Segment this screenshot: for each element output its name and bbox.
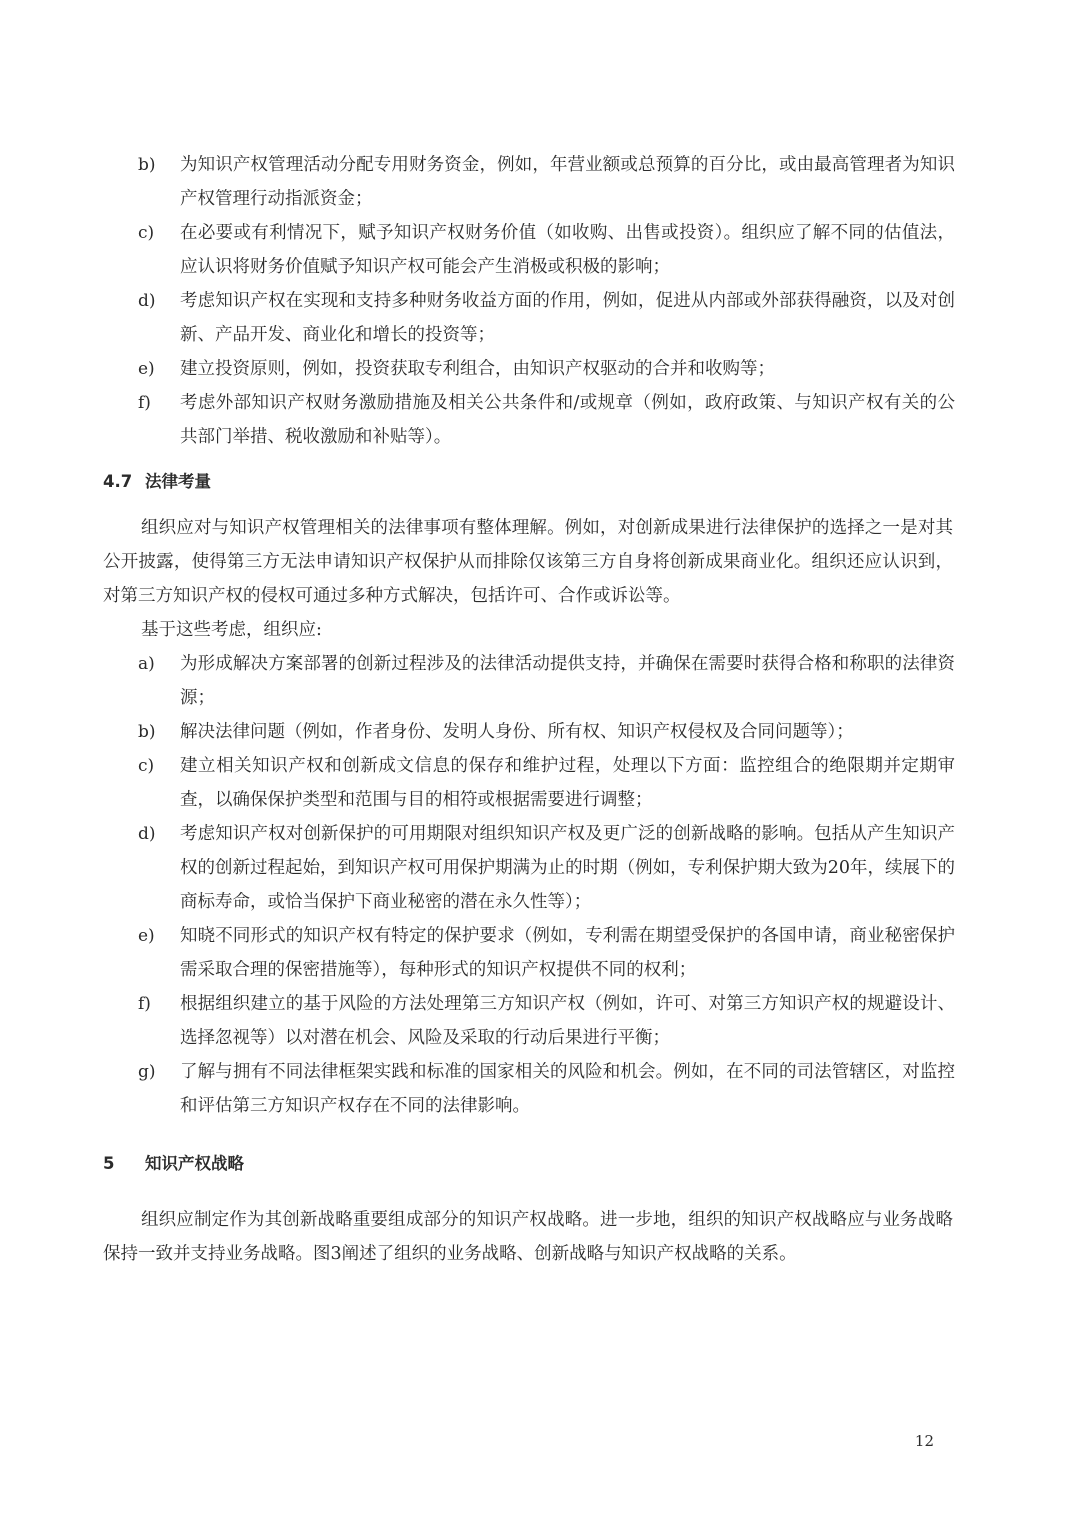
list-marker: e) <box>138 359 155 379</box>
section-title: 知识产权战略 <box>145 1154 244 1173</box>
list-marker: f) <box>138 994 151 1014</box>
section-title: 法律考量 <box>145 472 211 491</box>
legal-item-e <box>138 919 958 987</box>
legal-item-d <box>138 817 958 919</box>
list-item-text: 为知识产权管理活动分配专用财务资金，例如，年营业额或总预算的百分比，或由最高管理者为知识产权管理行动指派资金； <box>180 155 955 209</box>
section-number: 4.7 <box>103 472 133 491</box>
list-item-text: 知晓不同形式的知识产权有特定的保护要求（例如，专利需在期望受保护的各国申请，商业秘密保护需采取合理的保密措施等），每种形式的知识产权提供不同的权利； <box>180 926 955 980</box>
list-marker: b) <box>138 722 156 742</box>
section-heading-4-7 <box>103 468 211 496</box>
list-item-f <box>138 386 958 454</box>
legal-item-a <box>138 647 958 715</box>
list-marker: d) <box>138 824 156 844</box>
legal-item-c <box>138 749 958 817</box>
list-marker: f) <box>138 393 151 413</box>
list-item-text: 根据组织建立的基于风险的方法处理第三方知识产权（例如，许可、对第三方知识产权的规避设计、选择忽视等）以对潜在机会、风险及采取的行动后果进行平衡； <box>180 994 955 1048</box>
list-item-c <box>138 216 958 284</box>
list-item-text: 考虑知识产权对创新保护的可用期限对组织知识产权及更广泛的创新战略的影响。包括从产生知识产权的创新过程起始，到知识产权可用保护期满为止的时期（例如，专利保护期大致为20年，续展下的商标寿命，或恰当保护下商业秘密的潜在永久性等）； <box>180 824 955 912</box>
list-item-text: 了解与拥有不同法律框架实践和标准的国家相关的风险和机会。例如，在不同的司法管辖区，对监控和评估第三方知识产权存在不同的法律影响。 <box>180 1062 955 1116</box>
list-marker: b) <box>138 155 156 175</box>
list-marker: d) <box>138 291 156 311</box>
legal-item-f <box>138 987 958 1055</box>
list-item-text: 解决法律问题（例如，作者身份、发明人身份、所有权、知识产权侵权及合同问题等）； <box>180 722 854 742</box>
list-marker: e) <box>138 926 155 946</box>
list-item-text: 建立相关知识产权和创新成文信息的保存和维护过程，处理以下方面：监控组合的绝限期并定期审查，以确保保护类型和范围与目的相符或根据需要进行调整； <box>180 756 955 810</box>
list-item-text: 考虑知识产权在实现和支持多种财务收益方面的作用，例如，促进从内部或外部获得融资，以及对创新、产品开发、商业化和增长的投资等； <box>180 291 955 345</box>
list-marker: c) <box>138 223 155 243</box>
section-5-paragraph: 组织应制定作为其创新战略重要组成部分的知识产权战略。进一步地，组织的知识产权战略应与业务战略保持一致并支持业务战略。图3阐述了组织的业务战略、创新战略与知识产权战略的关系。 <box>103 1210 953 1264</box>
section-4-7-lead: 基于这些考虑，组织应: <box>141 620 322 640</box>
legal-item-b <box>138 715 958 749</box>
page-number: 12 <box>914 1432 934 1450</box>
list-marker: c) <box>138 756 155 776</box>
list-marker: g) <box>138 1062 156 1082</box>
list-item-b <box>138 148 958 216</box>
legal-item-g <box>138 1055 958 1123</box>
section-number: 5 <box>103 1154 115 1173</box>
section-heading-5 <box>103 1150 244 1178</box>
list-item-text: 建立投资原则，例如，投资获取专利组合，由知识产权驱动的合并和收购等； <box>180 359 775 379</box>
list-item-e <box>138 352 958 386</box>
list-item-text: 为形成解决方案部署的创新过程涉及的法律活动提供支持，并确保在需要时获得合格和称职的法律资源； <box>180 654 955 708</box>
list-item-text: 在必要或有利情况下，赋予知识产权财务价值（如收购、出售或投资）。组织应了解不同的估值法，应认识将财务价值赋予知识产权可能会产生消极或积极的影响； <box>180 223 955 277</box>
list-item-text: 考虑外部知识产权财务激励措施及相关公共条件和/或规章（例如，政府政策、与知识产权有关的公共部门举措、税收激励和补贴等）。 <box>180 393 955 447</box>
list-item-d <box>138 284 958 352</box>
list-marker: a) <box>138 654 155 674</box>
section-4-7-paragraph: 组织应对与知识产权管理相关的法律事项有整体理解。例如，对创新成果进行法律保护的选择之一是对其公开披露，使得第三方无法申请知识产权保护从而排除仅该第三方自身将创新成果商业化。组织还应认识到，对第三方知识产权的侵权可通过多种方式解决，包括许可、合作或诉讼等。 <box>103 518 953 606</box>
